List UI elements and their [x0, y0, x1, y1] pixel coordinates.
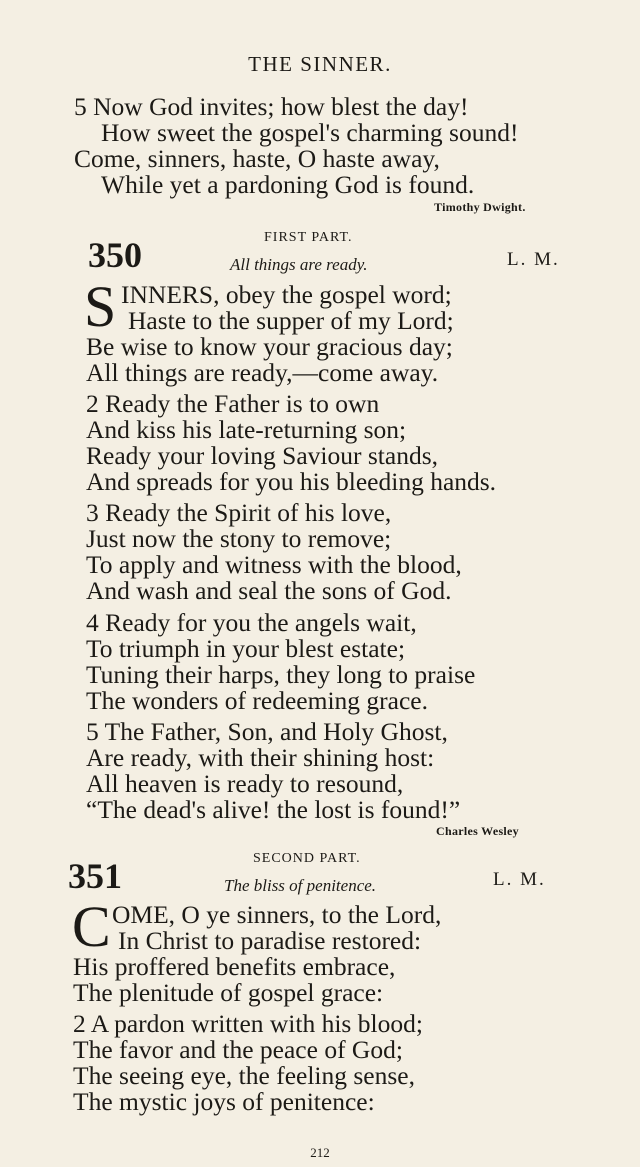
hymn-351-line: The mystic joys of penitence: [73, 1087, 375, 1116]
hymn-number-350: 350 [88, 235, 142, 275]
prev-hymn-line: How sweet the gospel's charming sound! [101, 118, 519, 147]
meter-350: L. M. [507, 249, 560, 270]
hymn-350-line: 3 Ready the Spirit of his love, [86, 498, 392, 527]
hymn-350-line: 4 Ready for you the angels wait, [86, 608, 417, 637]
part-label-351: SECOND PART. [253, 851, 361, 866]
hymn-350-line: The wonders of redeeming grace. [86, 686, 428, 715]
hymn-350-line: And kiss his late-returning son; [86, 415, 407, 444]
hymn-350-line: Ready your loving Saviour stands, [86, 441, 439, 470]
part-label-350: FIRST PART. [264, 230, 353, 245]
hymn-350-line: Haste to the supper of my Lord; [128, 306, 454, 335]
hymn-350-line: Be wise to know your gracious day; [86, 332, 453, 361]
hymn-350-line: And spreads for you his bleeding hands. [86, 467, 497, 496]
hymn-351-line: The favor and the peace of God; [73, 1035, 403, 1064]
hymn-350-line: All heaven is ready to resound, [86, 769, 404, 798]
prev-hymn-line: While yet a pardoning God is found. [101, 170, 475, 199]
subtitle-351: The bliss of penitence. [224, 876, 377, 895]
hymn-350-author: Charles Wesley [436, 824, 519, 838]
hymn-350-line: Are ready, with their shining host: [86, 743, 435, 772]
prev-hymn-line: 5 Now God invites; how blest the day! [74, 92, 469, 121]
dropcap-350: S [84, 274, 117, 339]
page-number: 212 [310, 1145, 330, 1160]
hymn-350-line: All things are ready,—come away. [86, 358, 439, 387]
subtitle-350: All things are ready. [230, 255, 368, 274]
running-head: THE SINNER. [248, 52, 392, 76]
prev-hymn-author: Timothy Dwight. [434, 200, 526, 214]
prev-hymn-line: Come, sinners, haste, O haste away, [74, 144, 440, 173]
hymn-351-line: His proffered benefits embrace, [73, 952, 396, 981]
hymn-350-line: To apply and witness with the blood, [86, 550, 462, 579]
meter-351: L. M. [493, 869, 546, 890]
hymn-350-line: 2 Ready the Father is to own [86, 389, 380, 418]
hymn-351-line: In Christ to paradise restored: [118, 926, 422, 955]
hymn-number-351: 351 [68, 856, 122, 896]
hymn-350-line: Tuning their harps, they long to praise [86, 660, 476, 689]
hymn-351-first-line: OME, O ye sinners, to the Lord, [112, 900, 442, 929]
dropcap-351: C [72, 894, 111, 959]
hymn-351-line: The seeing eye, the feeling sense, [73, 1061, 415, 1090]
hymn-350-line: Just now the stony to remove; [86, 524, 392, 553]
hymn-350-first-line: INNERS, obey the gospel word; [121, 280, 452, 309]
hymn-351-line: 2 A pardon written with his blood; [73, 1009, 423, 1038]
hymn-350-line: To triumph in your blest estate; [86, 634, 406, 663]
hymn-350-line: 5 The Father, Son, and Holy Ghost, [86, 717, 448, 746]
hymn-350-line: “The dead's alive! the lost is found!” [86, 795, 461, 824]
hymn-351-line: The plenitude of gospel grace: [73, 978, 384, 1007]
hymn-350-line: And wash and seal the sons of God. [86, 576, 452, 605]
